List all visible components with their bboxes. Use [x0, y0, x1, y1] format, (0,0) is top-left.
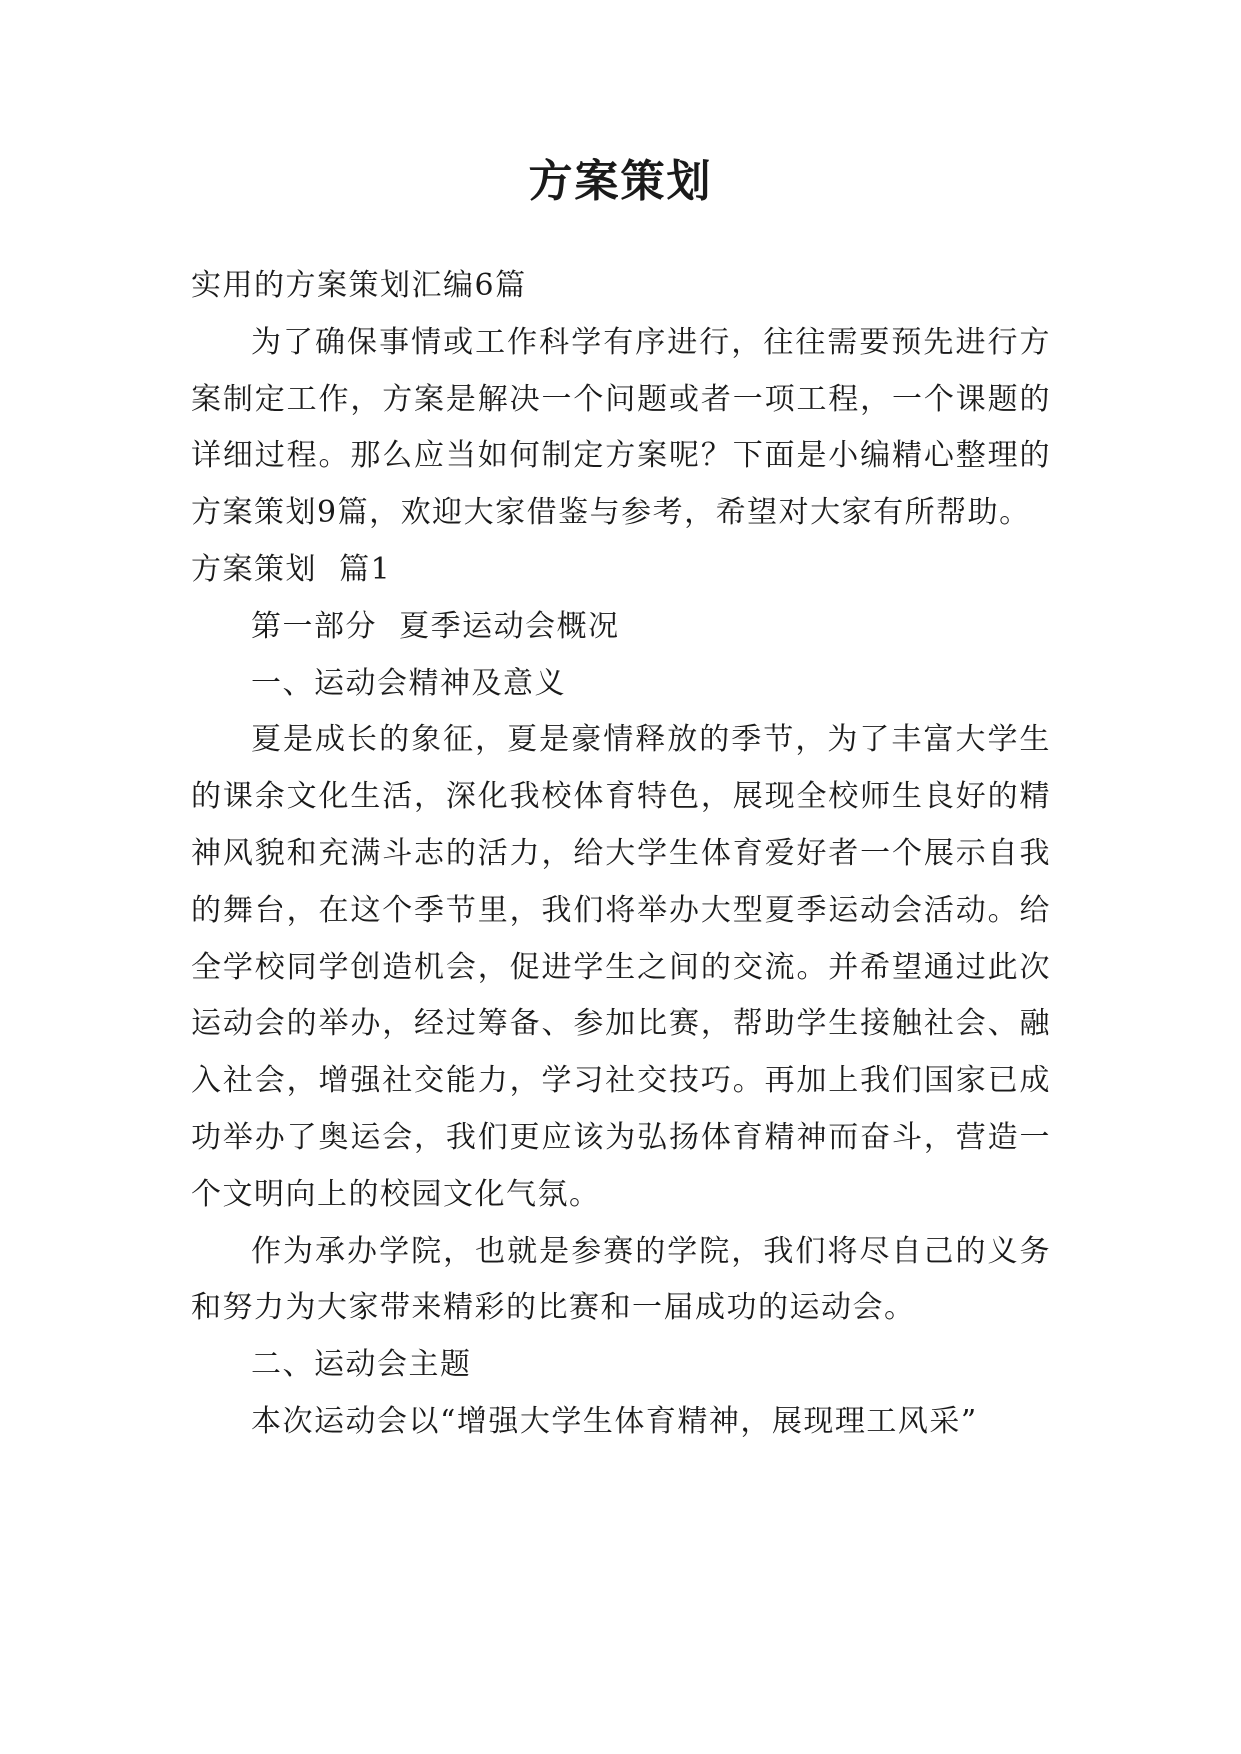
document-body: [191, 258, 1051, 1451]
section-heading-1: 一、运动会精神及意义: [251, 665, 566, 701]
section-2-paragraph-1: 本次运动会以“增强大学生体育精神，展现理工风采”: [251, 1403, 978, 1439]
section-1-paragraph-1: 夏是成长的象征，夏是豪情释放的季节，为了丰富大学生的课余文化生活，深化我校体育特色，展现全校师生良好的精神风貌和充满斗志的活力，给大学生体育爱好者一个展示自我的舞台，在这个季节里，我们将举办大型夏季运动会活动。给全学校同学创造机会，促进学生之间的交流。并希望通过此次运动会的举办，经过筹备、参加比赛，帮助学生接触社会、融入社会，增强社交能力，学习社交技巧。再加上我们国家已成功举办了奥运会，我们更应该为弘扬体育精神而奋斗，营造一个文明向上的校园文化气氛。: [191, 722, 1051, 1212]
article-heading: 方案策划 篇1: [191, 551, 392, 587]
section-heading-2: 二、运动会主题: [251, 1347, 472, 1383]
document-title: 方案策划: [528, 156, 713, 207]
section-1-paragraph-2: 作为承办学院，也就是参赛的学院，我们将尽自己的义务和努力为大家带来精彩的比赛和一届成功的运动会。: [191, 1233, 1051, 1326]
intro-paragraph: 为了确保事情或工作科学有序进行，往往需要预先进行方案制定工作，方案是解决一个问题或者一项工程，一个课题的详细过程。那么应当如何制定方案呢？下面是小编精心整理的方案策划9篇，欢迎大家借鉴与参考，希望对大家有所帮助。: [191, 324, 1051, 531]
document-subtitle: 实用的方案策划汇编6篇: [191, 268, 527, 303]
part-heading: 第一部分 夏季运动会概况: [251, 608, 620, 644]
